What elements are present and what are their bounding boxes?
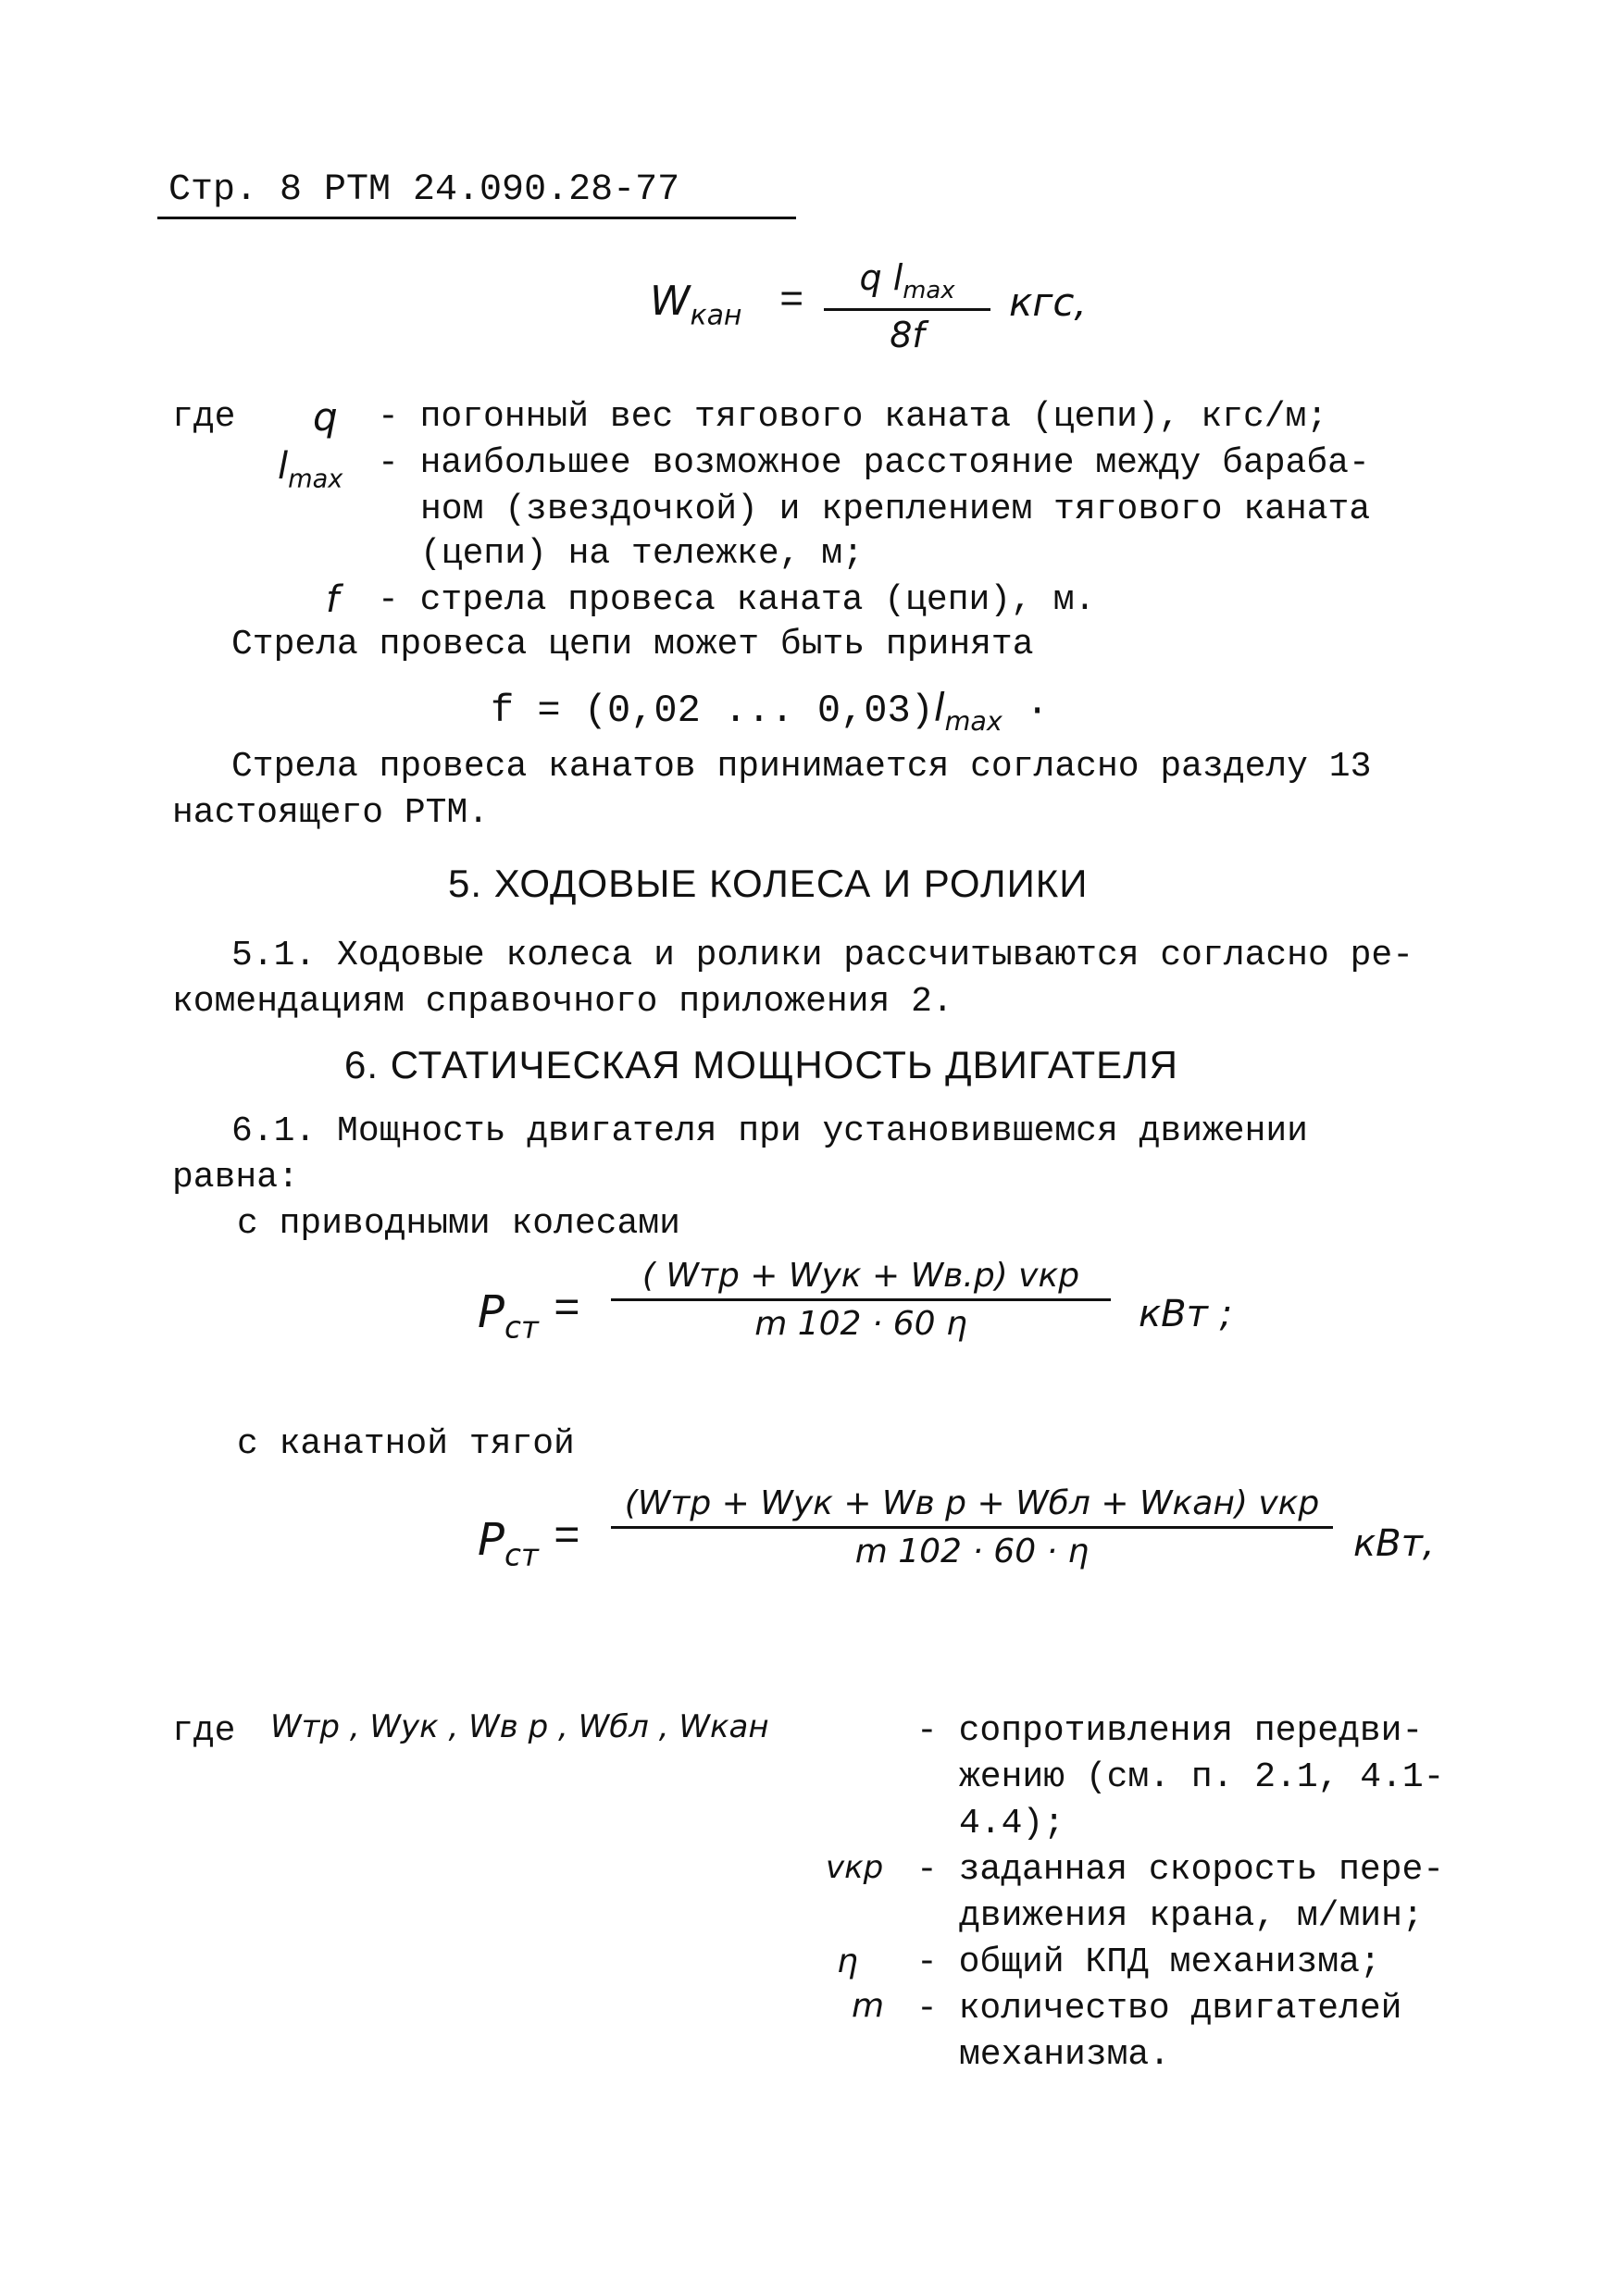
formula-pst-rope-eq: =: [554, 1513, 580, 1563]
formula-pst-rope-unit: кВт,: [1353, 1522, 1435, 1565]
formula-pst-wheels-eq: =: [554, 1285, 580, 1335]
q-definition: - погонный вес тягового каната (цепи), кгс/м;: [378, 397, 1328, 437]
formula-kan-eq: =: [779, 279, 804, 325]
formula-pst-wheels-unit: кВт ;: [1139, 1293, 1233, 1335]
section-5-p2: комендациям справочного приложения 2.: [172, 982, 953, 1022]
q-symbol: q: [313, 394, 338, 440]
where2-label: где: [172, 1711, 236, 1751]
formula-pst-wheels-lhs: $P_{ст}$: [478, 1286, 539, 1346]
v-symbol: vкр: [826, 1849, 884, 1886]
section-5-p1: 5.1. Ходовые колеса и ролики рассчитываются согласно ре-: [231, 936, 1414, 975]
m-definition-line2: механизма.: [959, 2035, 1171, 2075]
section-6-p3: с приводными колесами: [237, 1204, 680, 1244]
w-definition-line1: - сопротивления передви-: [916, 1711, 1424, 1751]
formula-pst-wheels-denominator: m 102 · 60 η: [754, 1305, 967, 1343]
v-definition-line2: движения крана, м/мин;: [959, 1896, 1424, 1936]
formula-pst-rope-lhs: $P_{ст}$: [478, 1514, 539, 1573]
section-6-p2: равна:: [172, 1158, 299, 1198]
formula-kan-denominator: 8f: [890, 315, 925, 356]
l-symbol: $l_{max}$: [278, 445, 343, 494]
f-definition: - стрела провеса каната (цепи), м.: [378, 580, 1096, 620]
w-symbols: Wтр , Wук , Wв р , Wбл , Wкан: [270, 1708, 769, 1745]
formula-pst-wheels-fraction: [611, 1257, 1111, 1343]
section-6-title: 6. СТАТИЧЕСКАЯ МОЩНОСТЬ ДВИГАТЕЛЯ: [344, 1043, 1179, 1086]
f-symbol: f: [326, 578, 340, 621]
eta-definition: - общий КПД механизма;: [916, 1942, 1381, 1982]
where-label: где: [172, 397, 236, 437]
eta-symbol: η: [837, 1942, 858, 1980]
formula-pst-wheels-numerator: ( Wтр + Wук + Wв.р) vкр: [641, 1257, 1080, 1295]
formula-kan-lhs: $W_{кан}$: [650, 278, 742, 332]
m-definition-line1: - количество двигателей: [916, 1989, 1402, 2029]
formula-pst-rope-denominator: m 102 · 60 · η: [854, 1533, 1090, 1570]
w-definition-line3: 4.4);: [959, 1804, 1065, 1843]
section-6-p1: 6.1. Мощность двигателя при установившемся движении: [231, 1111, 1308, 1151]
fraction-bar: [611, 1526, 1333, 1529]
formula-sag: f = (0,02 ... $0,03)l_{max}$ ·: [491, 685, 1050, 737]
fraction-bar: [824, 308, 990, 311]
l-definition-line3: (цепи) на тележке, м;: [420, 534, 864, 574]
fraction-bar: [611, 1298, 1111, 1301]
formula-pst-rope-numerator: (Wтр + Wук + Wв р + Wбл + Wкан) vкр: [624, 1484, 1320, 1522]
formula-kan-numerator: q $l_{max}$: [859, 257, 955, 305]
header-rule: [157, 217, 796, 219]
section-6-p4: с канатной тягой: [237, 1424, 575, 1464]
l-definition-line1: - наибольшее возможное расстояние между бараба-: [378, 443, 1370, 483]
formula-kan-fraction: [824, 257, 990, 355]
formula-kan-unit: кгс,: [1009, 279, 1087, 325]
v-definition-line1: - заданная скорость пере-: [916, 1850, 1445, 1890]
para-chain-sag: Стрела провеса цепи может быть принята: [231, 625, 1034, 664]
para-rope-sag-line2: настоящего РТМ.: [172, 793, 490, 833]
l-definition-line2: ном (звездочкой) и креплением тягового каната: [420, 490, 1371, 529]
w-definition-line2: жению (см. п. 2.1, 4.1-: [959, 1757, 1445, 1797]
section-5-title: 5. ХОДОВЫЕ КОЛЕСА И РОЛИКИ: [448, 862, 1089, 905]
formula-pst-rope-fraction: [611, 1484, 1333, 1570]
para-rope-sag-line1: Стрела провеса канатов принимается согласно разделу 13: [231, 747, 1372, 787]
page-header: Стр. 8 РТМ 24.090.28-77: [168, 169, 680, 211]
m-symbol: m: [852, 1987, 885, 2025]
